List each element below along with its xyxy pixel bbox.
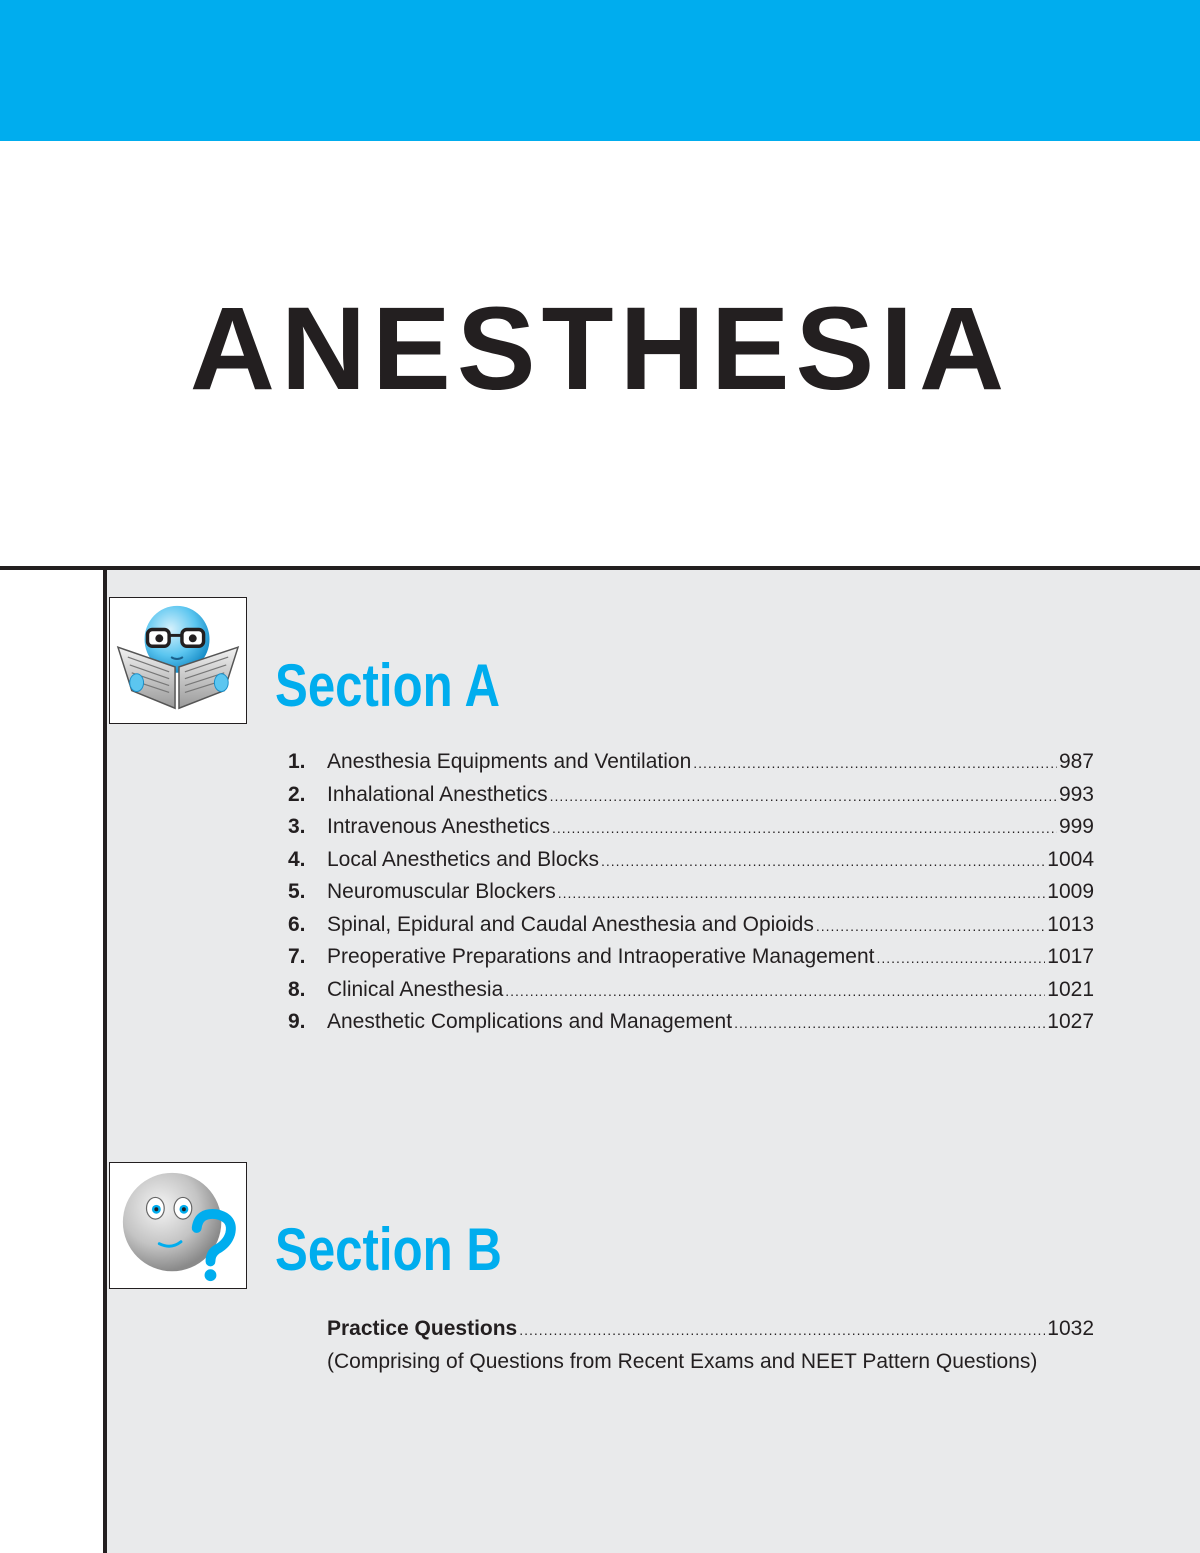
practice-title: Practice Questions [327, 1317, 518, 1340]
toc-title: Neuromuscular Blockers [327, 880, 556, 903]
toc-page-number: 1032 [1047, 1317, 1094, 1340]
toc-entry[interactable] [288, 909, 1094, 942]
toc-entry[interactable] [327, 1313, 1094, 1346]
toc-entry[interactable] [288, 876, 1094, 909]
dot-leader [601, 845, 1045, 878]
section-a-chapter-list [288, 746, 1094, 1039]
toc-page-number: 1009 [1047, 880, 1094, 903]
toc-number: 1. [288, 750, 306, 773]
dot-leader [550, 780, 1057, 813]
toc-title: Local Anesthetics and Blocks [327, 847, 599, 871]
horizontal-divider [0, 566, 1200, 570]
section-b-heading: Section B [275, 1216, 502, 1283]
toc-title: Intravenous Anesthetics [327, 815, 550, 838]
toc-page-number: 1013 [1047, 912, 1094, 936]
toc-title: Anesthesia Equipments and Ventilation [327, 750, 692, 773]
toc-page-number: 999 [1058, 815, 1094, 838]
dot-leader [552, 812, 1057, 845]
toc-entry[interactable] [288, 811, 1094, 844]
section-a-heading: Section A [275, 652, 501, 719]
content-panel [106, 568, 1200, 1553]
toc-title: Anesthetic Complications and Management [327, 1010, 733, 1033]
toc-number: 3. [288, 815, 306, 838]
practice-questions-entry[interactable] [327, 1313, 1094, 1378]
page-title: ANESTHESIA [189, 283, 1011, 415]
toc-title: Clinical Anesthesia [327, 977, 504, 1001]
toc-page-number: 1017 [1047, 945, 1094, 968]
toc-number: 8. [288, 977, 306, 1001]
toc-number: 6. [288, 912, 306, 936]
question-face-icon [109, 1162, 247, 1289]
toc-title: Inhalational Anesthetics [327, 782, 548, 806]
dot-leader [734, 1007, 1045, 1040]
toc-entry[interactable] [288, 779, 1094, 812]
toc-entry[interactable] [288, 746, 1094, 779]
toc-title: Spinal, Epidural and Caudal Anesthesia and Opioids [327, 912, 814, 936]
dot-leader [693, 747, 1057, 780]
toc-entry[interactable] [288, 941, 1094, 974]
reading-face-icon [109, 597, 247, 724]
toc-number: 7. [288, 945, 306, 968]
vertical-divider [103, 566, 107, 1553]
toc-number: 5. [288, 880, 306, 903]
dot-leader [505, 975, 1045, 1008]
dot-leader [558, 877, 1046, 910]
toc-page-number: 987 [1058, 750, 1094, 773]
toc-page-number: 993 [1058, 782, 1094, 806]
toc-number: 2. [288, 782, 306, 806]
toc-page-number: 1004 [1047, 847, 1094, 871]
toc-entry[interactable] [288, 1006, 1094, 1039]
toc-page-number: 1021 [1047, 977, 1094, 1001]
practice-note: (Comprising of Questions from Recent Exams and NEET Pattern Questions) [327, 1349, 1038, 1373]
dot-leader [816, 910, 1045, 943]
toc-page-number: 1027 [1047, 1010, 1094, 1033]
toc-title: Preoperative Preparations and Intraoperative Management [327, 945, 875, 968]
toc-entry[interactable] [288, 844, 1094, 877]
toc-number: 9. [288, 1010, 306, 1033]
top-color-band [0, 0, 1200, 141]
toc-number: 4. [288, 847, 306, 871]
dot-leader [519, 1314, 1045, 1347]
dot-leader [877, 942, 1046, 975]
toc-entry[interactable] [288, 974, 1094, 1007]
